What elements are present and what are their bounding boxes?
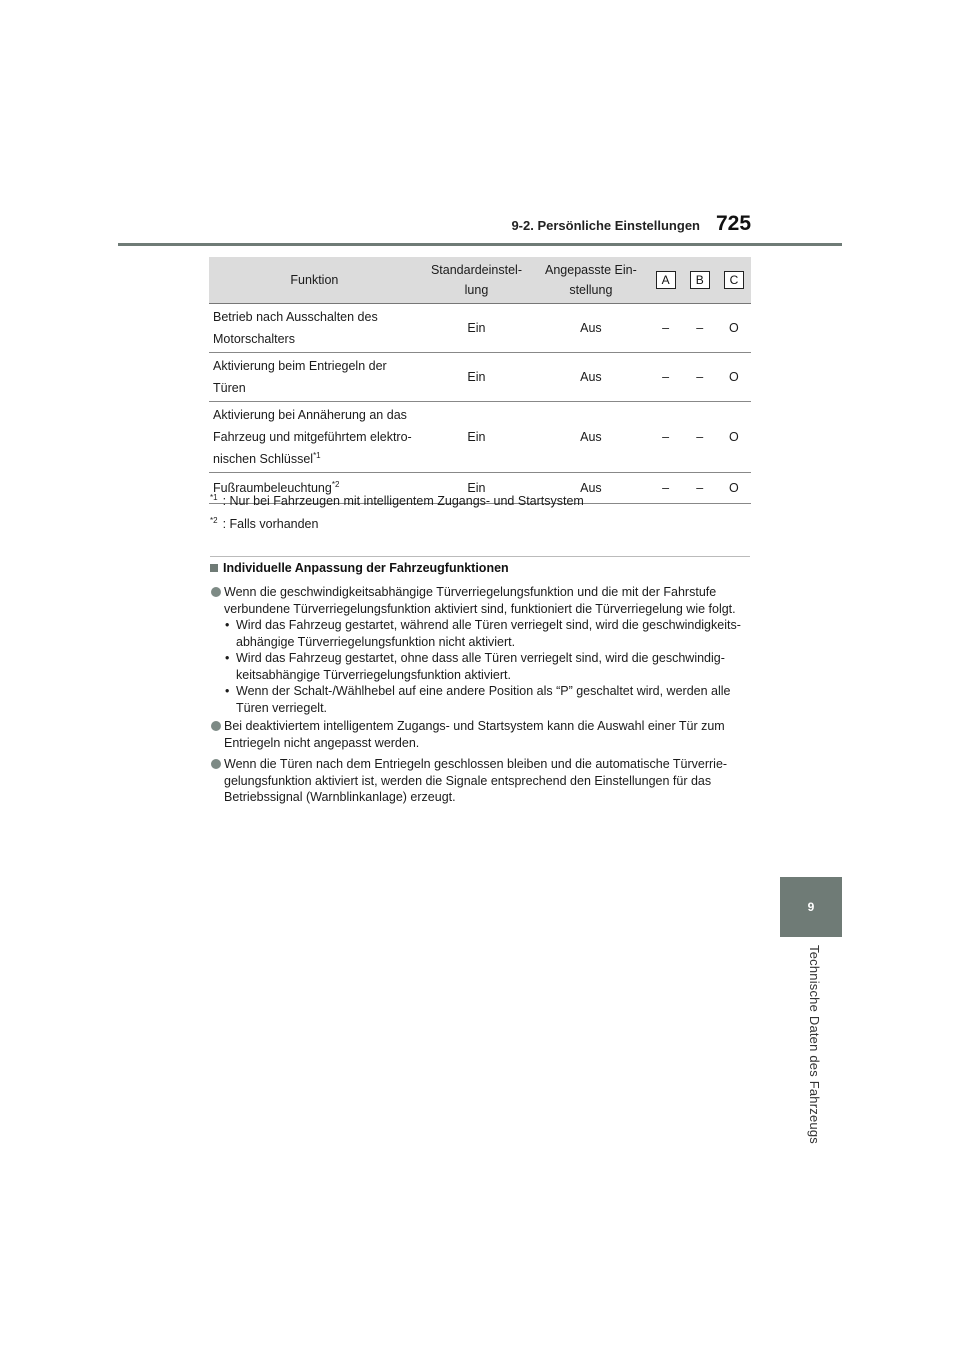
function-text: Fahrzeug und mitgeführtem elektro- xyxy=(213,430,412,444)
page-number: 725 xyxy=(716,212,752,235)
cell-b: – xyxy=(683,304,717,353)
footnote-2-mark: *2 xyxy=(210,515,218,525)
paragraph-2-text: Bei deaktiviertem intelligentem Zugangs- und Startsystem kann die Auswahl einer Tür zum Entriegeln nicht angepasst werden. xyxy=(224,719,725,750)
section-divider xyxy=(210,556,750,557)
cell-b: – xyxy=(683,353,717,402)
circle-bullet-icon xyxy=(211,587,221,597)
function-text: Türen xyxy=(213,381,246,395)
paragraph-2 xyxy=(210,718,755,751)
header-default xyxy=(420,257,533,304)
cell-b: – xyxy=(683,402,717,473)
header-col-c xyxy=(717,257,751,304)
cell-function xyxy=(209,402,420,473)
header-custom-line2: stellung xyxy=(569,283,613,297)
square-bullet-icon xyxy=(210,564,218,572)
header-default-line1: Standardeinstel- xyxy=(430,263,522,277)
cell-function xyxy=(209,353,420,402)
cell-function xyxy=(209,304,420,353)
cell-default: Ein xyxy=(420,402,533,473)
cell-a: – xyxy=(649,353,683,402)
footnote-1 xyxy=(210,494,584,508)
cell-a: – xyxy=(649,402,683,473)
cell-c: O xyxy=(717,402,751,473)
cell-custom: Aus xyxy=(533,402,648,473)
footnote-mark: *2 xyxy=(331,479,340,489)
header-function: Funktion xyxy=(209,257,420,304)
settings-table xyxy=(209,257,751,504)
box-letter-c: C xyxy=(724,271,744,289)
header-section-title: 9-2. Persönliche Einstellungen xyxy=(511,218,700,233)
cell-default: Ein xyxy=(420,353,533,402)
cell-a: – xyxy=(649,473,683,504)
footnote-2 xyxy=(210,517,318,531)
cell-c: O xyxy=(717,304,751,353)
function-text: Aktivierung bei Annäherung an das xyxy=(213,408,407,422)
paragraph-1 xyxy=(210,584,755,716)
paragraph-1-text: Wenn die geschwindigkeitsabhängige Türverriegelungsfunktion und die mit der Fahrstufe verbundene Türverriegelungsfunktion aktiviert sind, funktioniert die Türverriegelung wie folgt. xyxy=(224,585,736,616)
list-item: • Wenn der Schalt-/Wählhebel auf eine andere Position als “P” geschaltet wird, werden alle Türen verriegelt. xyxy=(224,683,755,716)
cell-custom: Aus xyxy=(533,304,648,353)
section-heading-text: Individuelle Anpassung der Fahrzeugfunktionen xyxy=(223,561,509,575)
cell-c: O xyxy=(717,473,751,504)
cell-c: O xyxy=(717,353,751,402)
circle-bullet-icon xyxy=(211,721,221,731)
header-col-b xyxy=(683,257,717,304)
footnote-mark: *1 xyxy=(313,450,321,460)
header-custom xyxy=(533,257,648,304)
header-custom-line1: Angepasste Ein- xyxy=(545,263,637,277)
sub-bullet-list xyxy=(224,617,755,716)
function-text: Betrieb nach Ausschalten des xyxy=(213,310,378,324)
function-text: Fußraumbeleuchtung xyxy=(213,481,332,495)
table-row xyxy=(209,304,751,353)
chapter-label: Technische Daten des Fahrzeugs xyxy=(807,945,822,1144)
box-letter-b: B xyxy=(690,271,710,289)
box-letter-a: A xyxy=(656,271,676,289)
header-col-a xyxy=(649,257,683,304)
list-item: • Wird das Fahrzeug gestartet, ohne dass alle Türen verriegelt sind, wird die geschwindig-keitsabhängige Türverriegelungsfunktion aktiviert. xyxy=(224,650,755,683)
header-rule xyxy=(118,243,842,246)
footnote-1-text: : Nur bei Fahrzeugen mit intelligentem Zugangs- und Startsystem xyxy=(222,494,584,508)
cell-custom: Aus xyxy=(533,473,648,504)
table-row xyxy=(209,353,751,402)
chapter-tab[interactable]: 9 xyxy=(780,877,842,937)
table-row xyxy=(209,402,751,473)
header-default-line2: lung xyxy=(464,283,489,297)
paragraph-3-text: Wenn die Türen nach dem Entriegeln geschlossen bleiben und die automatische Türverrie-gelungsfunktion aktiviert ist, werden die Signale entsprechend den Einstellungen für das Betriebssignal (Warnblinkanlage) erzeugt. xyxy=(224,757,728,804)
circle-bullet-icon xyxy=(211,759,221,769)
cell-default: Ein xyxy=(420,304,533,353)
list-item: • Wird das Fahrzeug gestartet, während alle Türen verriegelt sind, wird die geschwindigkeits-abhängige Türverriegelungsfunktion nicht aktiviert. xyxy=(224,617,755,650)
function-text: nischen Schlüssel xyxy=(213,452,314,466)
function-text: Motorschalters xyxy=(213,332,295,346)
paragraph-3 xyxy=(210,756,755,806)
cell-default: Ein xyxy=(420,473,533,504)
function-text: Aktivierung beim Entriegeln der xyxy=(213,359,387,373)
cell-custom: Aus xyxy=(533,353,648,402)
table-header-row xyxy=(209,257,751,304)
section-heading xyxy=(210,561,509,575)
cell-b: – xyxy=(683,473,717,504)
cell-a: – xyxy=(649,304,683,353)
footnote-2-text: : Falls vorhanden xyxy=(222,517,319,531)
footnote-1-mark: *1 xyxy=(210,492,218,502)
